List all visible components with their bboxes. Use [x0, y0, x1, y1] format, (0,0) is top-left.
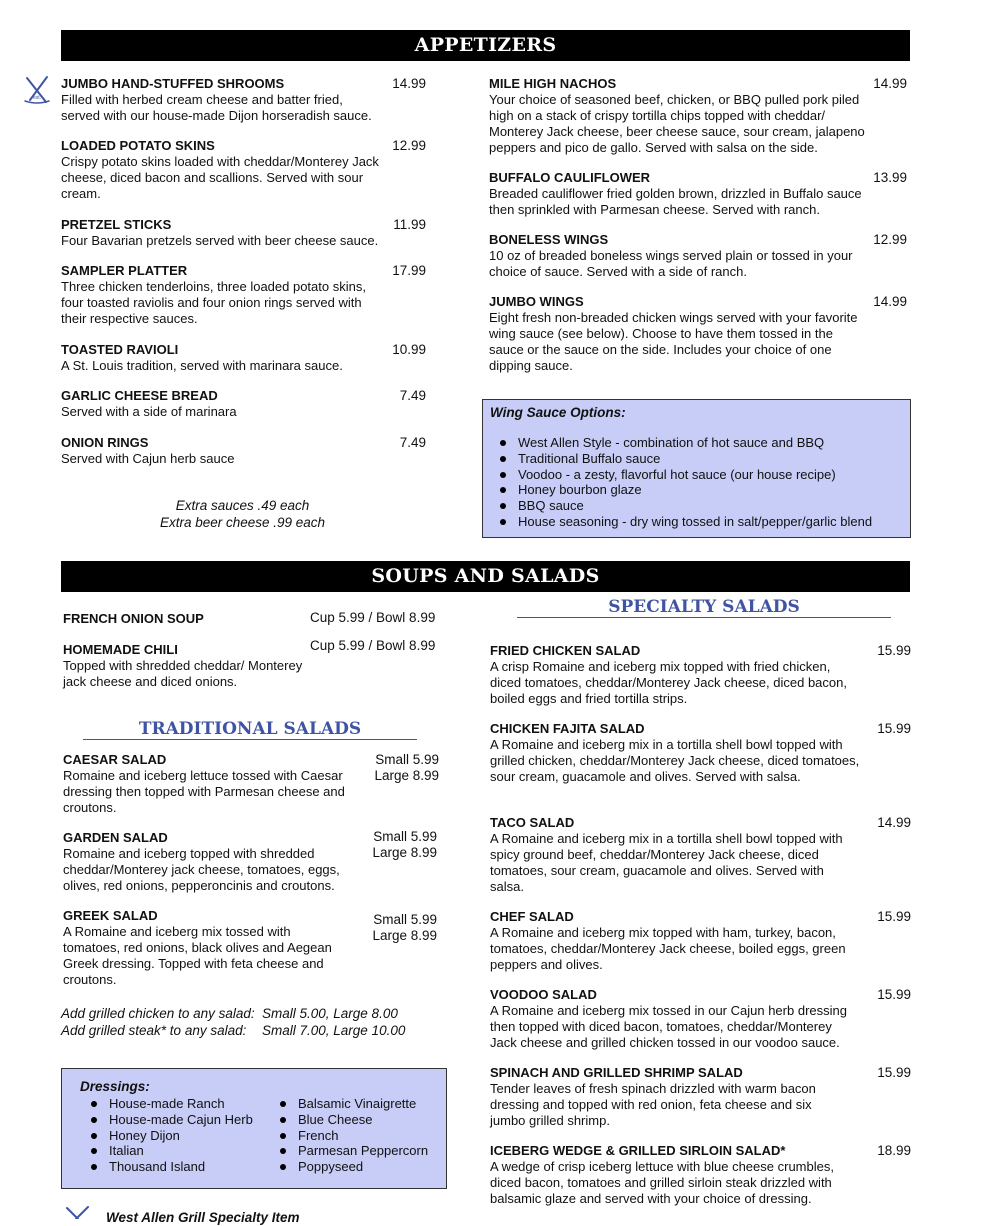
specialty-salads-heading: SPECIALTY SALADS: [517, 597, 891, 618]
item-desc: A wedge of crisp iceberg lettuce with blue cheese crumbles, diced bacon, tomatoes and grilled sirloin steak drizzled with balsamic glaze and served with your choice of dressing.: [490, 1159, 834, 1206]
list-item: Thousand Island: [82, 1159, 253, 1175]
menu-item: [61, 342, 381, 374]
list-item: BBQ sauce: [491, 498, 872, 514]
list-item: Voodoo - a zesty, flavorful hot sauce (our house recipe): [491, 467, 872, 483]
list-item: Balsamic Vinaigrette: [271, 1096, 428, 1112]
menu-item: [490, 815, 860, 895]
list-item: Blue Cheese: [271, 1112, 428, 1128]
menu-item: [63, 830, 358, 894]
item-desc: Eight fresh non-breaded chicken wings served with your favorite wing sauce (see below). Choose to have them tossed in the sauce or the sauce on the side. Includes your choice of one dipping sauce.: [489, 310, 858, 373]
list-item: Parmesan Peppercorn: [271, 1143, 428, 1159]
menu-item: [63, 752, 358, 816]
item-price: 12.99: [873, 232, 907, 247]
footer-specialty-note: West Allen Grill Specialty Item: [106, 1210, 300, 1225]
addon-steak-price: Small 7.00, Large 10.00: [262, 1023, 406, 1038]
list-item: Traditional Buffalo sauce: [491, 451, 872, 467]
item-name: CHICKEN FAJITA SALAD: [490, 721, 645, 736]
list-item: West Allen Style - combination of hot sauce and BBQ: [491, 435, 872, 451]
item-name: CAESAR SALAD: [63, 752, 167, 767]
menu-item: [63, 611, 303, 627]
item-desc: Crispy potato skins loaded with cheddar/Monterey Jack cheese, diced bacon and scallions. Served with sour cream.: [61, 154, 379, 201]
addon-chicken-price: Small 5.00, Large 8.00: [262, 1006, 398, 1021]
wing-sauce-list: [491, 435, 872, 530]
item-price: Cup 5.99 / Bowl 8.99: [310, 610, 436, 625]
item-name: FRENCH ONION SOUP: [63, 611, 204, 626]
item-name: GARLIC CHEESE BREAD: [61, 388, 218, 403]
menu-item: [61, 263, 381, 327]
item-price-small: Small 5.99: [373, 829, 437, 844]
item-price: 15.99: [877, 909, 911, 924]
item-desc: A crisp Romaine and iceberg mix topped with fried chicken, diced tomatoes, cheddar/Monterey Jack cheese, diced bacon, boiled eggs and fried tortilla strips.: [490, 659, 847, 706]
item-desc: Your choice of seasoned beef, chicken, or BBQ pulled pork piled high on a stack of crispy tortilla chips topped with cheddar/ Monterey Jack cheese, beer cheese sauce, sour cream, jalapeno peppers and pico de gallo. Served with salsa on the side.: [489, 92, 865, 155]
menu-item: [489, 170, 869, 218]
list-item: Honey Dijon: [82, 1128, 253, 1144]
item-price: 15.99: [877, 987, 911, 1002]
item-name: ICEBERG WEDGE & GRILLED SIRLOIN SALAD*: [490, 1143, 786, 1158]
extra-sauces-note: Extra sauces .49 each: [175, 498, 310, 513]
item-name: TACO SALAD: [490, 815, 575, 830]
soups-salads-banner: SOUPS AND SALADS: [61, 561, 910, 592]
item-price-small: Small 5.99: [373, 912, 437, 927]
item-name: ONION RINGS: [61, 435, 149, 450]
item-price: 7.49: [399, 435, 426, 450]
wing-sauce-title: Wing Sauce Options:: [490, 405, 626, 420]
item-price-large: Large 8.99: [372, 928, 437, 943]
item-price: 12.99: [392, 138, 426, 153]
item-price-large: Large 8.99: [372, 845, 437, 860]
menu-item: [63, 642, 303, 690]
extra-beer-cheese-note: Extra beer cheese .99 each: [159, 515, 326, 530]
menu-item: [61, 388, 381, 420]
item-price: 15.99: [877, 721, 911, 736]
item-desc: Tender leaves of fresh spinach drizzled with warm bacon dressing and topped with red onion, feta cheese and six jumbo grilled shrimp.: [490, 1081, 816, 1128]
item-price: 10.99: [392, 342, 426, 357]
item-desc: Served with Cajun herb sauce: [61, 451, 235, 466]
item-price: 17.99: [392, 263, 426, 278]
menu-item: [61, 217, 391, 249]
item-name: JUMBO WINGS: [489, 294, 584, 309]
menu-item: [489, 294, 869, 374]
item-name: HOMEMADE CHILI: [63, 642, 178, 657]
traditional-salads-heading: TRADITIONAL SALADS: [83, 719, 417, 740]
item-name: VOODOO SALAD: [490, 987, 597, 1002]
menu-item: [490, 1143, 850, 1207]
item-desc: A St. Louis tradition, served with marinara sauce.: [61, 358, 343, 373]
menu-item: [61, 435, 381, 467]
dressings-title: Dressings:: [80, 1079, 150, 1094]
menu-item: [61, 138, 381, 202]
fork-knife-icon: [22, 74, 52, 108]
item-name: SPINACH AND GRILLED SHRIMP SALAD: [490, 1065, 743, 1080]
item-price: 15.99: [877, 643, 911, 658]
svg-text:est.: est.: [32, 95, 42, 101]
item-name: SAMPLER PLATTER: [61, 263, 188, 278]
wing-sauce-box: [482, 399, 911, 538]
item-name: PRETZEL STICKS: [61, 217, 172, 232]
item-price: 15.99: [877, 1065, 911, 1080]
item-name: GARDEN SALAD: [63, 830, 168, 845]
menu-item: [63, 908, 343, 988]
item-name: TOASTED RAVIOLI: [61, 342, 179, 357]
item-price: 11.99: [393, 217, 426, 232]
fork-knife-icon: [64, 1206, 92, 1219]
item-desc: Filled with herbed cream cheese and batter fried, served with our house-made Dijon horseradish sauce.: [61, 92, 372, 123]
list-item: House-made Ranch: [82, 1096, 253, 1112]
item-price: 14.99: [873, 76, 907, 91]
item-price: 14.99: [392, 76, 426, 91]
list-item: House seasoning - dry wing tossed in salt/pepper/garlic blend: [491, 514, 872, 530]
item-price: 7.49: [399, 388, 426, 403]
item-desc: A Romaine and iceberg mix tossed in our Cajun herb dressing then topped with diced bacon, tomatoes, cheddar/Monterey Jack cheese and grilled chicken tossed in our voodoo sauce.: [490, 1003, 847, 1050]
item-name: GREEK SALAD: [63, 908, 158, 923]
item-desc: 10 oz of breaded boneless wings served plain or tossed in your choice of sauce. Served with a side of ranch.: [489, 248, 853, 279]
list-item: Poppyseed: [271, 1159, 428, 1175]
item-name: MILE HIGH NACHOS: [489, 76, 617, 91]
list-item: Honey bourbon glaze: [491, 482, 872, 498]
item-desc: Breaded cauliflower fried golden brown, drizzled in Buffalo sauce then sprinkled with Parmesan cheese. Served with ranch.: [489, 186, 862, 217]
item-desc: A Romaine and iceberg mix in a tortilla shell bowl topped with grilled chicken, cheddar/Monterey Jack cheese, diced tomatoes, sour cream, guacamole and olives. Served with salsa.: [490, 737, 860, 784]
menu-item: [490, 987, 860, 1051]
item-price: 14.99: [873, 294, 907, 309]
menu-item: [61, 76, 381, 124]
addon-chicken-label: Add grilled chicken to any salad:: [61, 1006, 255, 1021]
item-desc: Served with a side of marinara: [61, 404, 237, 419]
menu-item: [489, 232, 869, 280]
dressings-list-col1: [82, 1096, 253, 1175]
list-item: Italian: [82, 1143, 253, 1159]
item-name: FRIED CHICKEN SALAD: [490, 643, 641, 658]
item-price-large: Large 8.99: [374, 768, 439, 783]
item-desc: Romaine and iceberg lettuce tossed with Caesar dressing then topped with Parmesan cheese and croutons.: [63, 768, 345, 815]
item-price: 13.99: [873, 170, 907, 185]
addon-steak-label: Add grilled steak* to any salad:: [61, 1023, 247, 1038]
dressings-box: [61, 1068, 447, 1189]
item-desc: A Romaine and iceberg mix in a tortilla shell bowl topped with spicy ground beef, cheddar/Monterey Jack cheese, diced tomatoes, sour cream, guacamole and olives. Served with salsa.: [490, 831, 843, 894]
appetizers-banner: APPETIZERS: [61, 30, 910, 61]
item-price: 18.99: [877, 1143, 911, 1158]
item-price: Cup 5.99 / Bowl 8.99: [310, 638, 436, 653]
list-item: House-made Cajun Herb: [82, 1112, 253, 1128]
item-desc: Four Bavarian pretzels served with beer cheese sauce.: [61, 233, 379, 248]
item-price: 14.99: [877, 815, 911, 830]
item-name: CHEF SALAD: [490, 909, 574, 924]
item-desc: Three chicken tenderloins, three loaded potato skins, four toasted raviolis and four onion rings served with their respective sauces.: [61, 279, 366, 326]
item-name: JUMBO HAND-STUFFED SHROOMS: [61, 76, 285, 91]
item-desc: A Romaine and iceberg mix tossed with tomatoes, red onions, black olives and Aegean Greek dressing. Topped with feta cheese and croutons.: [63, 924, 332, 987]
item-name: BONELESS WINGS: [489, 232, 609, 247]
menu-item: [490, 909, 860, 973]
dressings-list-col2: [271, 1096, 428, 1175]
menu-item: [490, 643, 855, 707]
item-price-small: Small 5.99: [375, 752, 439, 767]
item-name: BUFFALO CAULIFLOWER: [489, 170, 651, 185]
item-desc: A Romaine and iceberg mix topped with ham, turkey, bacon, tomatoes, cheddar/Monterey Jack cheese, boiled eggs, green peppers and olives.: [490, 925, 846, 972]
item-desc: Romaine and iceberg topped with shredded cheddar/Monterey jack cheese, tomatoes, eggs, olives, red onions, pepperoncinis and croutons.: [63, 846, 340, 893]
menu-item: [490, 721, 860, 785]
menu-item: [489, 76, 869, 156]
menu-item: [490, 1065, 840, 1129]
item-desc: Topped with shredded cheddar/ Monterey jack cheese and diced onions.: [63, 658, 303, 689]
item-name: LOADED POTATO SKINS: [61, 138, 215, 153]
list-item: French: [271, 1128, 428, 1144]
